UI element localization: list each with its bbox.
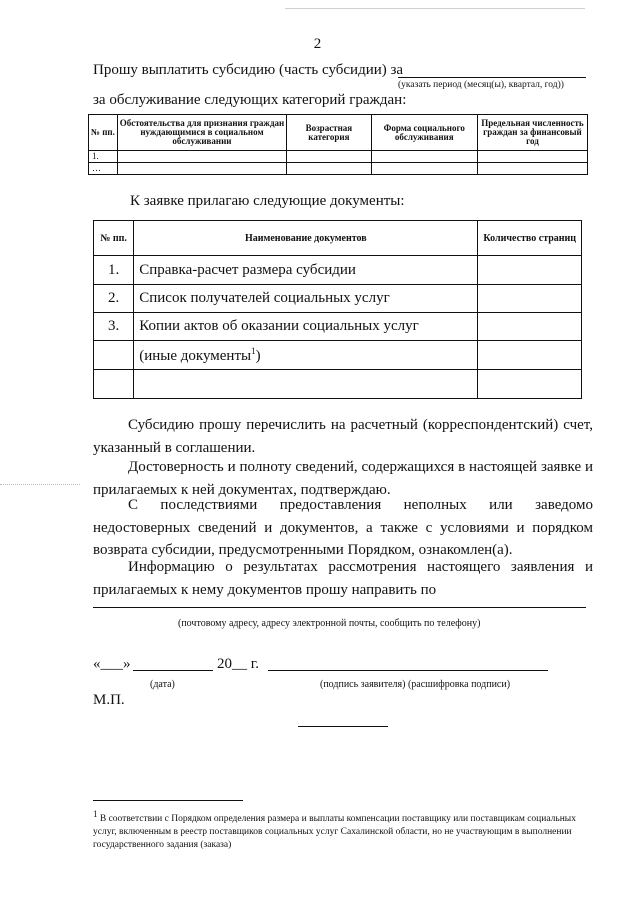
paragraph-line: прилагаемых к ней документах, подтверждаю.	[93, 481, 391, 498]
date-year: 20__ г.	[217, 656, 259, 672]
t2-doc-name: Список получателей социальных услуг	[134, 285, 478, 313]
paragraph-line: С последствиями предоставления неполных или заведомо	[128, 497, 593, 513]
t2-num	[94, 341, 134, 370]
table-row	[94, 256, 582, 285]
t1-cell[interactable]	[371, 163, 477, 175]
t1-cell[interactable]	[117, 151, 286, 163]
t1-cell[interactable]	[117, 163, 286, 175]
table-row	[89, 163, 588, 175]
paragraph-line: Информацию о результатах рассмотрения настоящего заявления и	[128, 559, 593, 575]
period-blank[interactable]	[398, 77, 586, 78]
signature-label: (подпись заявителя) (расшифровка подписи)	[320, 679, 511, 690]
t2-num[interactable]	[94, 370, 134, 399]
t2-pages-cell[interactable]	[478, 313, 582, 341]
table-row	[94, 341, 582, 370]
date-month-blank[interactable]	[133, 670, 213, 671]
t1-header-circumstances: Обстоятельства для признания граждан нуждающимися в социальном обслуживании	[117, 115, 286, 151]
t2-num: 3.	[94, 313, 134, 341]
t1-header-form: Форма социального обслуживания	[371, 115, 477, 151]
address-hint: (почтовому адресу, адресу электронной почты, сообщить по телефону)	[178, 618, 481, 629]
request-line-2: за обслуживание следующих категорий граждан:	[93, 92, 407, 108]
t2-num: 2.	[94, 285, 134, 313]
margin-dots	[0, 484, 80, 485]
t2-header-num: № пп.	[94, 221, 134, 256]
request-line-1: Прошу выплатить субсидию (часть субсидии) за	[93, 62, 404, 78]
t2-doc-name: Копии актов об оказании социальных услуг	[134, 313, 478, 341]
t2-other-docs: (иные документы	[139, 347, 252, 364]
t2-pages-cell[interactable]	[478, 256, 582, 285]
t2-other-docs-end: )	[255, 347, 261, 364]
t1-cell[interactable]: 1.	[89, 151, 118, 163]
t1-cell[interactable]	[371, 151, 477, 163]
t2-pages-cell[interactable]	[478, 370, 582, 399]
paragraph-line: Субсидию прошу перечислить на расчетный (корреспондентский) счет,	[128, 417, 593, 433]
paragraph-account	[93, 414, 593, 459]
paragraph-line: возврата субсидии, предусмотренными Порядком, ознакомлен(а).	[93, 542, 513, 558]
categories-table	[88, 114, 588, 175]
t1-header-num: № пп.	[89, 115, 118, 151]
table-row	[94, 370, 582, 399]
paragraph-line: прилагаемых к нему документов прошу направить по	[93, 581, 437, 598]
t2-doc-name[interactable]	[134, 341, 478, 370]
t1-cell[interactable]	[477, 163, 587, 175]
t2-pages-cell[interactable]	[478, 341, 582, 370]
footnote-ref: 1	[251, 345, 256, 356]
paragraph-line: Достоверность и полноту сведений, содержащихся в настоящей заявке и	[128, 459, 593, 475]
t2-header-name: Наименование документов	[134, 221, 478, 256]
t2-doc-name[interactable]	[134, 370, 478, 399]
t1-cell[interactable]	[477, 151, 587, 163]
footnote-text: В соответствии с Порядком определения размера и выплаты компенсации поставщику или поставщикам социальных услуг, включенным в реестр поставщиков социальных услуг Сахалинской области, но не участвующим в выполнении государственного задания (заказа)	[93, 814, 576, 851]
table-row	[89, 151, 588, 163]
date-label: (дата)	[150, 679, 175, 690]
footnote-separator	[93, 800, 243, 801]
paragraph-line: указанный в соглашении.	[93, 439, 256, 456]
t2-header-pages: Количество страниц	[478, 221, 582, 256]
footnote-marker: 1	[93, 809, 98, 819]
table-row	[94, 285, 582, 313]
footnote	[93, 808, 593, 852]
stamp-place: М.П.	[93, 692, 125, 708]
documents-table	[93, 220, 582, 399]
paragraph-consequences	[93, 494, 593, 562]
t2-pages-cell[interactable]	[478, 285, 582, 313]
paragraph-information	[93, 556, 593, 601]
separator-line	[298, 726, 388, 727]
t1-cell[interactable]: …	[89, 163, 118, 175]
page-number: 2	[313, 36, 322, 52]
paragraph-line: недостоверных сведений и документов, а также с условиями и порядком	[93, 519, 593, 536]
scan-top-edge	[285, 8, 585, 9]
t2-num: 1.	[94, 256, 134, 285]
t1-cell[interactable]	[287, 163, 371, 175]
t1-cell[interactable]	[287, 151, 371, 163]
signature-blank[interactable]	[268, 670, 548, 671]
t1-header-limit: Предельная численность граждан за финансовый год	[477, 115, 587, 151]
address-blank[interactable]	[93, 607, 586, 608]
t2-doc-name: Справка-расчет размера субсидии	[134, 256, 478, 285]
period-hint: (указать период (месяц(ы), квартал, год))	[398, 80, 564, 90]
date-day: «___»	[93, 656, 131, 672]
t1-header-age: Возрастная категория	[287, 115, 371, 151]
table-row	[94, 313, 582, 341]
docs-intro: К заявке прилагаю следующие документы:	[130, 193, 405, 209]
